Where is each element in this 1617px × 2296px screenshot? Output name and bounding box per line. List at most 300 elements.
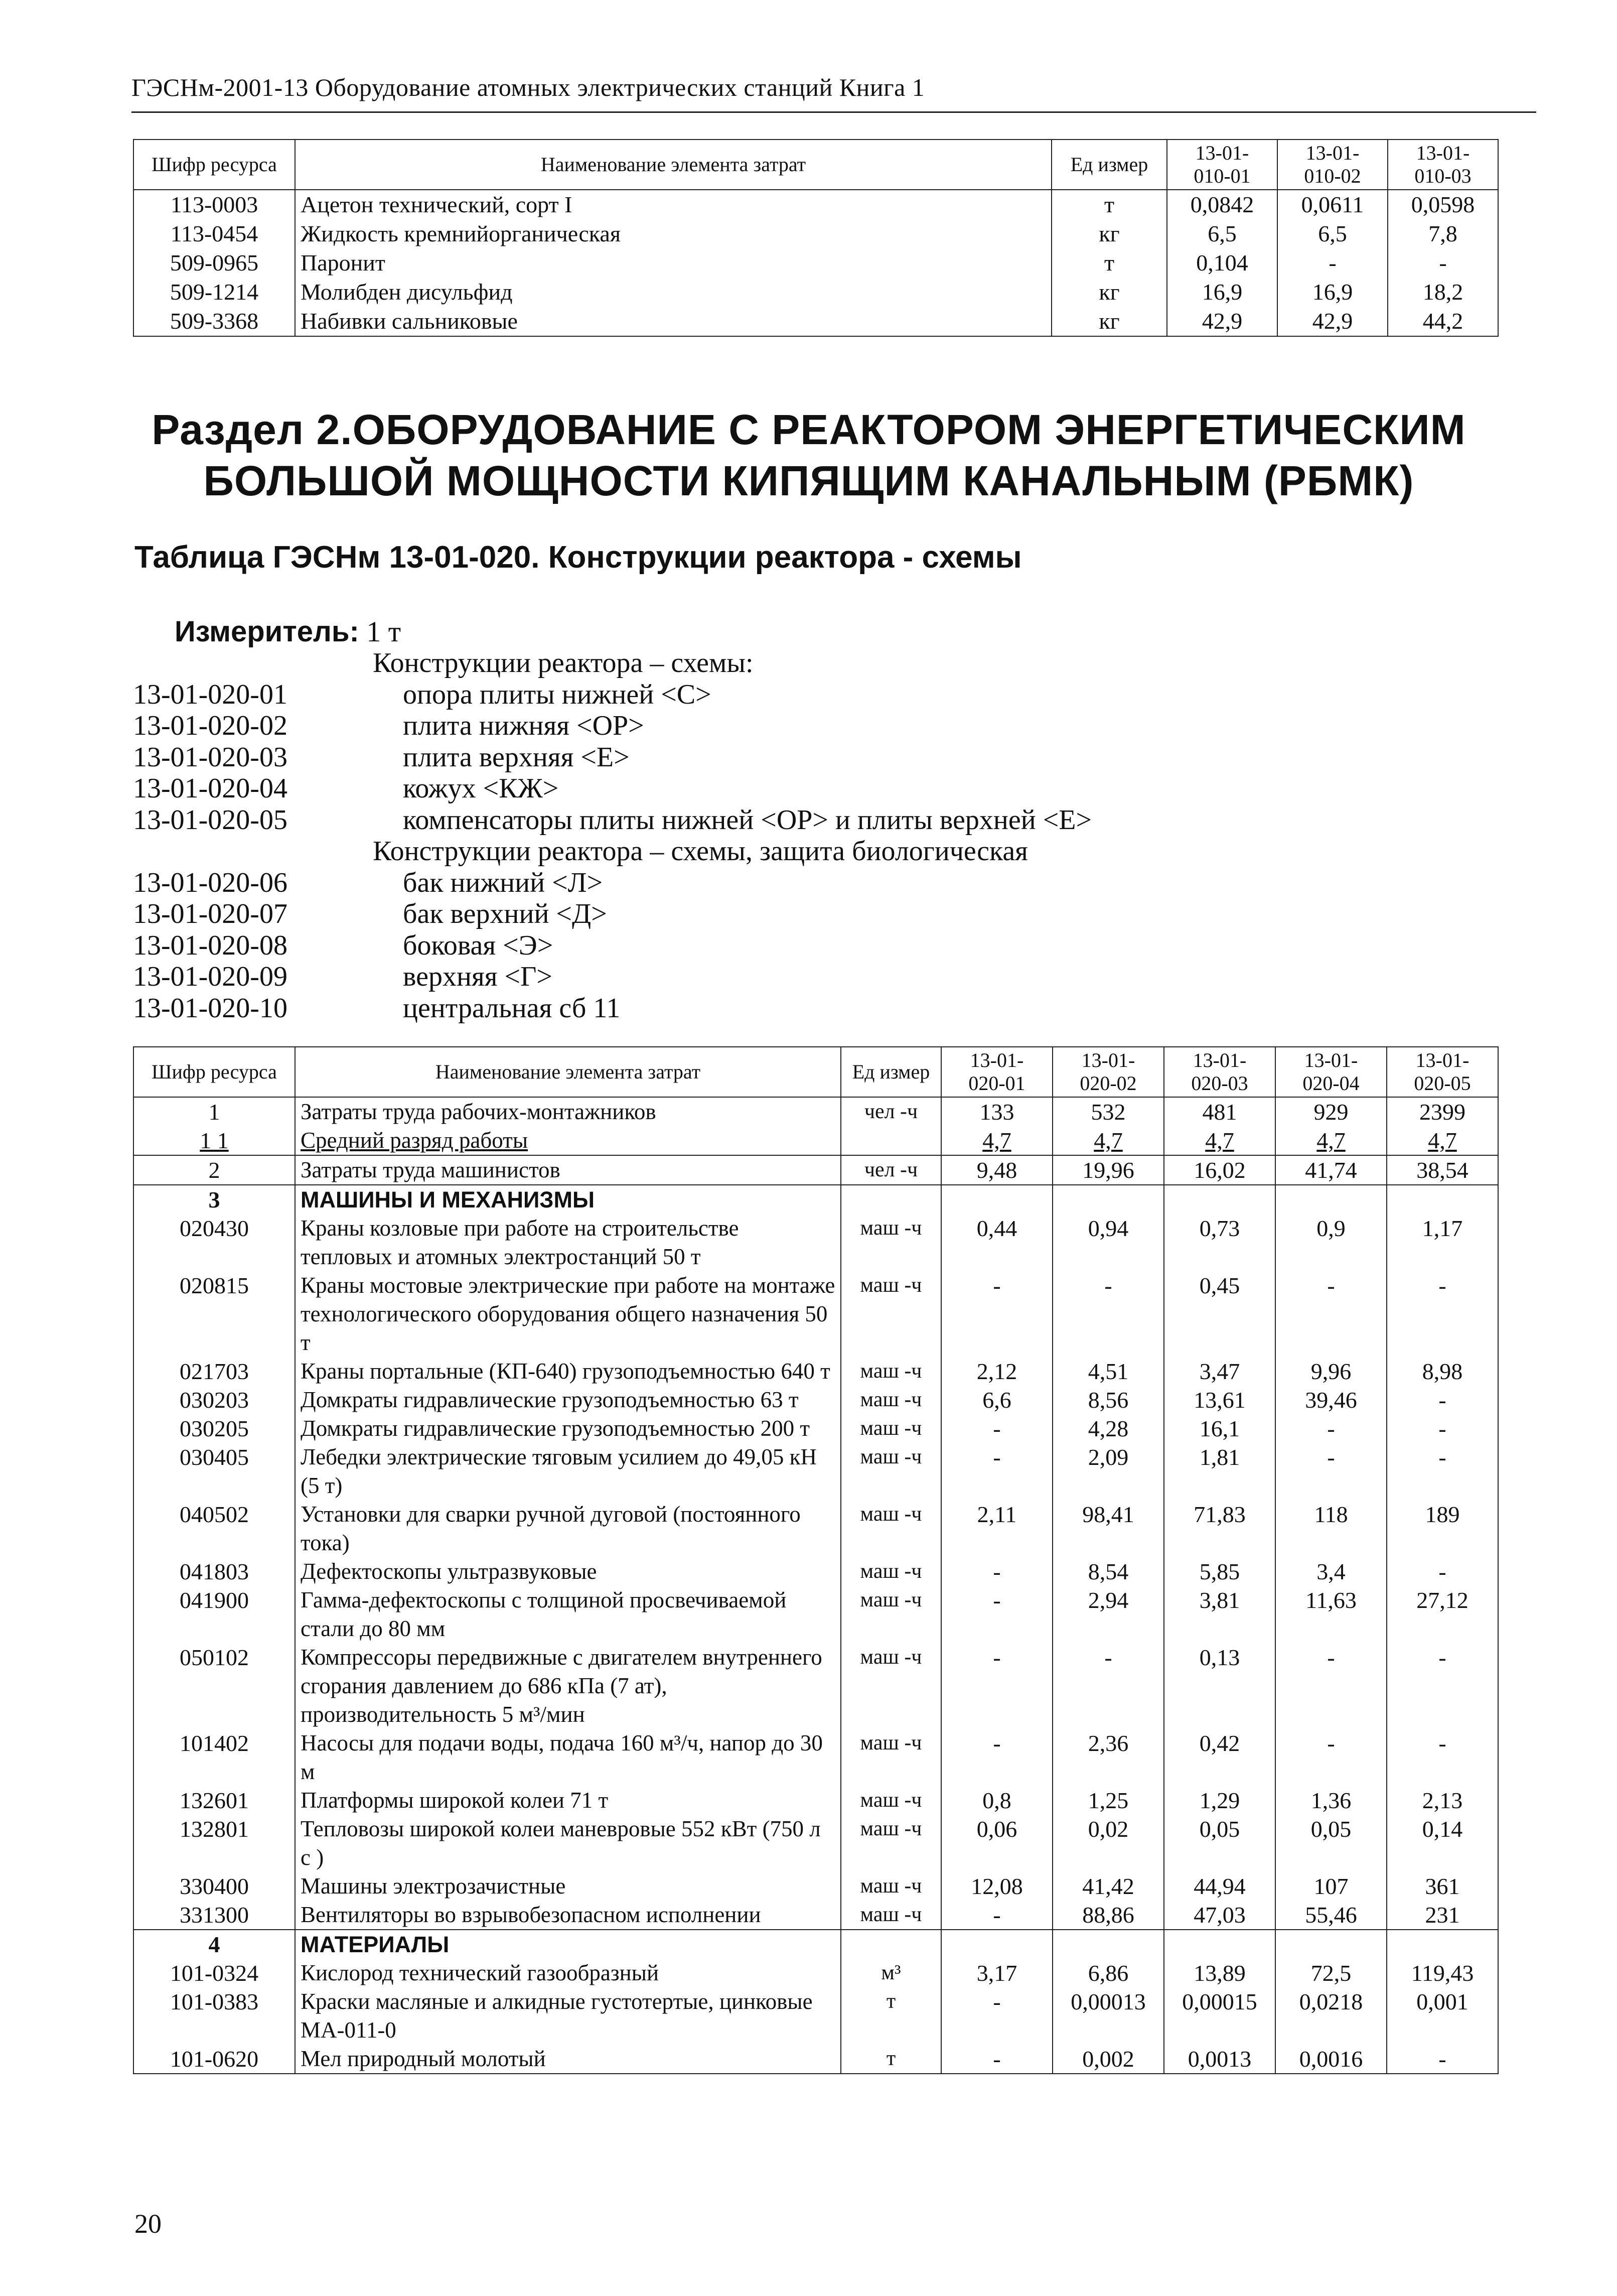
resource-code: 113-0454 (133, 219, 295, 248)
value-col-3: 3,47 (1164, 1357, 1275, 1386)
resource-code: 050102 (133, 1643, 295, 1729)
table-row (133, 248, 1498, 278)
value-col-2: 0,00013 (1053, 1987, 1164, 2045)
value-col-3: 13,61 (1164, 1386, 1275, 1414)
value-col-1: 6,5 (1167, 219, 1277, 248)
unit (841, 1126, 941, 1155)
resource-name: МАТЕРИАЛЫ (295, 1930, 841, 1959)
value-col-1: - (941, 1271, 1053, 1357)
item-code: 13-01-020-08 (133, 929, 287, 961)
resource-code: 041803 (133, 1557, 295, 1586)
value-col-4: 11,63 (1275, 1586, 1387, 1643)
value-col-2: 42,9 (1277, 307, 1388, 336)
unit: маш -ч (841, 1214, 941, 1271)
value-col-4: 72,5 (1275, 1959, 1387, 1987)
resource-table-010 (133, 139, 1499, 337)
header-unit: Ед измер (1052, 140, 1167, 190)
value-col-2: 0,0611 (1277, 190, 1388, 219)
resource-name: Тепловозы широкой колеи маневровые 552 кВт (750 л с ) (295, 1815, 841, 1872)
value-col-4: 55,46 (1275, 1901, 1387, 1930)
value-col-2: 88,86 (1053, 1901, 1164, 1930)
value-col-3: 4,7 (1164, 1126, 1275, 1155)
resource-code: 030203 (133, 1386, 295, 1414)
value-col-3: 5,85 (1164, 1557, 1275, 1586)
value-col-2: 41,42 (1053, 1872, 1164, 1901)
value-col-5: 2399 (1387, 1097, 1498, 1126)
value-col-3: 0,0013 (1164, 2045, 1275, 2074)
item-code: 13-01-020-05 (133, 804, 287, 836)
unit: маш -ч (841, 1729, 941, 1786)
resource-name: МАШИНЫ И МЕХАНИЗМЫ (295, 1185, 841, 1214)
value-col-5: - (1387, 1443, 1498, 1500)
unit: маш -ч (841, 1586, 941, 1643)
table-row (133, 219, 1498, 248)
header-rule (131, 111, 1536, 113)
value-col-3: 16,02 (1164, 1155, 1275, 1185)
value-col-4: - (1275, 1271, 1387, 1357)
item-code: 13-01-020-03 (133, 741, 287, 773)
table-row (133, 1443, 1498, 1500)
resource-code: 030405 (133, 1443, 295, 1500)
table-title: Таблица ГЭСНм 13-01-020. Конструкции реактора - схемы (134, 540, 1022, 575)
value-col-1: 2,12 (941, 1357, 1053, 1386)
value-col-5: 27,12 (1387, 1586, 1498, 1643)
table-row (133, 1930, 1498, 1959)
value-col-5: 361 (1387, 1872, 1498, 1901)
table-row (133, 190, 1498, 219)
unit: т (1052, 248, 1167, 278)
unit: кг (1052, 307, 1167, 336)
header-col-5: 13-01- 020-05 (1387, 1047, 1498, 1097)
value-col-2: 16,9 (1277, 278, 1388, 307)
work-description-list (133, 647, 1092, 1024)
unit: маш -ч (841, 1357, 941, 1386)
unit: т (1052, 190, 1167, 219)
resource-name: Жидкость кремнийорганическая (295, 219, 1052, 248)
value-col-1: - (941, 1901, 1053, 1930)
unit (841, 1185, 941, 1214)
description-item (133, 898, 1092, 930)
table-row (133, 1126, 1498, 1155)
unit: маш -ч (841, 1443, 941, 1500)
section-title-line-1: Раздел 2.ОБОРУДОВАНИЕ С РЕАКТОРОМ ЭНЕРГЕТИЧЕСКИМ (152, 406, 1466, 453)
table-row (133, 1357, 1498, 1386)
value-col-3: 0,0598 (1388, 190, 1498, 219)
value-col-5: - (1387, 1643, 1498, 1729)
resource-code: 1 1 (133, 1126, 295, 1155)
value-col-5 (1387, 1930, 1498, 1959)
value-col-1: - (941, 1414, 1053, 1443)
item-code: 13-01-020-06 (133, 867, 287, 898)
value-col-3: 16,1 (1164, 1414, 1275, 1443)
value-col-1: - (941, 1643, 1053, 1729)
resource-code: 030205 (133, 1414, 295, 1443)
header-col-2: 13-01- 020-02 (1053, 1047, 1164, 1097)
resource-name: Установки для сварки ручной дуговой (постоянного тока) (295, 1500, 841, 1557)
item-text: кожух <КЖ> (403, 773, 559, 804)
table-row (133, 1097, 1498, 1126)
value-col-5: - (1387, 2045, 1498, 2074)
value-col-4: 107 (1275, 1872, 1387, 1901)
value-col-1: 2,11 (941, 1500, 1053, 1557)
value-col-4: 118 (1275, 1500, 1387, 1557)
unit: м³ (841, 1959, 941, 1987)
table-row (133, 307, 1498, 336)
value-col-5: - (1387, 1557, 1498, 1586)
table-row (133, 1815, 1498, 1872)
description-item (133, 773, 1092, 804)
unit: маш -ч (841, 1557, 941, 1586)
resource-code: 509-3368 (133, 307, 295, 336)
resource-code: 330400 (133, 1872, 295, 1901)
unit: маш -ч (841, 1815, 941, 1872)
value-col-2: 532 (1053, 1097, 1164, 1126)
item-text: боковая <Э> (403, 929, 553, 961)
value-col-2: 6,86 (1053, 1959, 1164, 1987)
value-col-5: 189 (1387, 1500, 1498, 1557)
value-col-3: 44,94 (1164, 1872, 1275, 1901)
value-col-3: 18,2 (1388, 278, 1498, 307)
item-text: верхняя <Г> (403, 961, 552, 992)
item-text: плита верхняя <Е> (403, 741, 630, 773)
value-col-1: - (941, 1586, 1053, 1643)
value-col-4: - (1275, 1729, 1387, 1786)
value-col-1: - (941, 1729, 1053, 1786)
header-col-4: 13-01- 020-04 (1275, 1047, 1387, 1097)
header-unit: Ед измер (841, 1047, 941, 1097)
value-col-4: - (1275, 1643, 1387, 1729)
resource-code: 101-0620 (133, 2045, 295, 2074)
value-col-2: 8,56 (1053, 1386, 1164, 1414)
table-row (133, 1155, 1498, 1185)
value-col-2: 19,96 (1053, 1155, 1164, 1185)
value-col-3: 481 (1164, 1097, 1275, 1126)
value-col-1 (941, 1185, 1053, 1214)
value-col-3: - (1388, 248, 1498, 278)
resource-code: 2 (133, 1155, 295, 1185)
table-row (133, 1386, 1498, 1414)
unit: маш -ч (841, 1386, 941, 1414)
resource-name: Затраты труда машинистов (295, 1155, 841, 1185)
value-col-3: 44,2 (1388, 307, 1498, 336)
header-col-3: 13-01- 020-03 (1164, 1047, 1275, 1097)
header-col-2: 13-01- 010-02 (1277, 140, 1388, 190)
description-item (133, 961, 1092, 993)
measurement-unit (175, 615, 401, 648)
value-col-4: 0,0016 (1275, 2045, 1387, 2074)
value-col-4: 0,05 (1275, 1815, 1387, 1872)
resource-name: Краны портальные (КП-640) грузоподъемностью 640 т (295, 1357, 841, 1386)
resource-code: 113-0003 (133, 190, 295, 219)
description-item (133, 742, 1092, 773)
value-col-4: 1,36 (1275, 1786, 1387, 1815)
description-group-heading (133, 647, 1092, 679)
resource-code: 509-0965 (133, 248, 295, 278)
resource-name: Дефектоскопы ультразвуковые (295, 1557, 841, 1586)
unit: т (841, 1987, 941, 2045)
table-row (133, 1786, 1498, 1815)
value-col-2: 4,7 (1053, 1126, 1164, 1155)
value-col-5: - (1387, 1729, 1498, 1786)
value-col-3: 71,83 (1164, 1500, 1275, 1557)
value-col-5: 4,7 (1387, 1126, 1498, 1155)
resource-code: 132801 (133, 1815, 295, 1872)
running-header: ГЭСНм-2001-13 Оборудование атомных электрических станций Книга 1 (131, 73, 925, 101)
value-col-3: 1,81 (1164, 1443, 1275, 1500)
resource-name: Кислород технический газообразный (295, 1959, 841, 1987)
resource-name: Платформы широкой колеи 71 т (295, 1786, 841, 1815)
resource-name: Насосы для подачи воды, подача 160 м³/ч, напор до 30 м (295, 1729, 841, 1786)
value-col-4: 41,74 (1275, 1155, 1387, 1185)
value-col-5: 1,17 (1387, 1214, 1498, 1271)
value-col-3: 7,8 (1388, 219, 1498, 248)
unit: маш -ч (841, 1500, 941, 1557)
value-col-4: 929 (1275, 1097, 1387, 1126)
value-col-1: 9,48 (941, 1155, 1053, 1185)
resource-name: Молибден дисульфид (295, 278, 1052, 307)
value-col-3: 0,05 (1164, 1815, 1275, 1872)
value-col-5 (1387, 1185, 1498, 1214)
value-col-4: - (1275, 1414, 1387, 1443)
resource-name: Гамма-дефектоскопы с толщиной просвечиваемой стали до 80 мм (295, 1586, 841, 1643)
value-col-5: 2,13 (1387, 1786, 1498, 1815)
table-row (133, 278, 1498, 307)
value-col-2: 1,25 (1053, 1786, 1164, 1815)
value-col-1: 4,7 (941, 1126, 1053, 1155)
section-title-line-2: БОЛЬШОЙ МОЩНОСТИ КИПЯЩИМ КАНАЛЬНЫМ (РБМК) (203, 457, 1414, 504)
value-col-1: - (941, 1987, 1053, 2045)
item-text: бак нижний <Л> (403, 867, 603, 898)
unit: маш -ч (841, 1872, 941, 1901)
description-group-heading (133, 836, 1092, 867)
value-col-1: 0,8 (941, 1786, 1053, 1815)
resource-name: Набивки сальниковые (295, 307, 1052, 336)
table-row (133, 2045, 1498, 2074)
value-col-4: - (1275, 1443, 1387, 1500)
resource-code: 132601 (133, 1786, 295, 1815)
table-row (133, 1557, 1498, 1586)
value-col-5: - (1387, 1386, 1498, 1414)
resource-name: Затраты труда рабочих-монтажников (295, 1097, 841, 1126)
value-col-5: - (1387, 1271, 1498, 1357)
header-name: Наименование элемента затрат (295, 140, 1052, 190)
section-title (131, 404, 1486, 506)
value-col-3: 13,89 (1164, 1959, 1275, 1987)
description-item (133, 804, 1092, 836)
value-col-1: 3,17 (941, 1959, 1053, 1987)
item-text: центральная сб 11 (403, 992, 621, 1024)
resource-name: Паронит (295, 248, 1052, 278)
unit (841, 1930, 941, 1959)
value-col-3: 0,73 (1164, 1214, 1275, 1271)
resource-table-020 (133, 1046, 1499, 2074)
table-row (133, 1414, 1498, 1443)
value-col-2: 98,41 (1053, 1500, 1164, 1557)
resource-name: Краны мостовые электрические при работе на монтаже технологического оборудования общего назначения 50 т (295, 1271, 841, 1357)
value-col-1: 6,6 (941, 1386, 1053, 1414)
value-col-2: 2,94 (1053, 1586, 1164, 1643)
resource-code: 331300 (133, 1901, 295, 1930)
value-col-5: 119,43 (1387, 1959, 1498, 1987)
value-col-2: - (1277, 248, 1388, 278)
header-code: Шифр ресурса (133, 140, 295, 190)
value-col-2: 8,54 (1053, 1557, 1164, 1586)
value-col-1: 0,06 (941, 1815, 1053, 1872)
resource-code: 101-0383 (133, 1987, 295, 2045)
resource-name: Вентиляторы во взрывобезопасном исполнении (295, 1901, 841, 1930)
meter-label: Измеритель: (175, 615, 359, 648)
table-row (133, 1987, 1498, 2045)
table-row (133, 1185, 1498, 1214)
value-col-2: 2,09 (1053, 1443, 1164, 1500)
item-text: опора плиты нижней <С> (403, 679, 711, 710)
table-row (133, 1643, 1498, 1729)
table-row (133, 1214, 1498, 1271)
value-col-3: 0,42 (1164, 1729, 1275, 1786)
item-code: 13-01-020-01 (133, 679, 287, 710)
value-col-4: 39,46 (1275, 1386, 1387, 1414)
value-col-1: 12,08 (941, 1872, 1053, 1901)
resource-code: 101402 (133, 1729, 295, 1786)
unit: маш -ч (841, 1414, 941, 1443)
value-col-5: 38,54 (1387, 1155, 1498, 1185)
header-name: Наименование элемента затрат (295, 1047, 841, 1097)
unit: чел -ч (841, 1097, 941, 1126)
resource-code: 4 (133, 1930, 295, 1959)
value-col-5: 0,14 (1387, 1815, 1498, 1872)
resource-name: Ацетон технический, сорт I (295, 190, 1052, 219)
unit: кг (1052, 219, 1167, 248)
table-row (133, 1271, 1498, 1357)
value-col-2: 0,02 (1053, 1815, 1164, 1872)
value-col-3 (1164, 1185, 1275, 1214)
resource-code: 021703 (133, 1357, 295, 1386)
item-code: 13-01-020-10 (133, 992, 287, 1024)
table-row (133, 1901, 1498, 1930)
value-col-2: 0,94 (1053, 1214, 1164, 1271)
unit: т (841, 2045, 941, 2074)
value-col-4: 4,7 (1275, 1126, 1387, 1155)
value-col-4: 0,0218 (1275, 1987, 1387, 2045)
value-col-3: 3,81 (1164, 1586, 1275, 1643)
resource-name: Машины электрозачистные (295, 1872, 841, 1901)
resource-name: Мел природный молотый (295, 2045, 841, 2074)
item-code: 13-01-020-02 (133, 710, 287, 741)
value-col-4: 9,96 (1275, 1357, 1387, 1386)
value-col-3: 47,03 (1164, 1901, 1275, 1930)
table-row (133, 1500, 1498, 1557)
value-col-5: 231 (1387, 1901, 1498, 1930)
value-col-2: - (1053, 1643, 1164, 1729)
unit: кг (1052, 278, 1167, 307)
description-item (133, 993, 1092, 1024)
resource-code: 041900 (133, 1586, 295, 1643)
value-col-5: - (1387, 1414, 1498, 1443)
value-col-1: 0,104 (1167, 248, 1277, 278)
item-code: 13-01-020-09 (133, 961, 287, 992)
description-item (133, 710, 1092, 742)
value-col-1: 16,9 (1167, 278, 1277, 307)
header-col-3: 13-01- 010-03 (1388, 140, 1498, 190)
page-number: 20 (134, 2209, 162, 2239)
unit: маш -ч (841, 1643, 941, 1729)
resource-code: 040502 (133, 1500, 295, 1557)
item-code: 13-01-020-07 (133, 898, 287, 929)
value-col-4: 3,4 (1275, 1557, 1387, 1586)
value-col-2: 6,5 (1277, 219, 1388, 248)
value-col-1: - (941, 2045, 1053, 2074)
table-row (133, 1872, 1498, 1901)
unit: маш -ч (841, 1271, 941, 1357)
header-col-1: 13-01- 010-01 (1167, 140, 1277, 190)
table-row (133, 1586, 1498, 1643)
resource-name: Лебедки электрические тяговым усилием до 49,05 кН (5 т) (295, 1443, 841, 1500)
value-col-3: 1,29 (1164, 1786, 1275, 1815)
description-item (133, 867, 1092, 899)
resource-code: 020430 (133, 1214, 295, 1271)
value-col-2: - (1053, 1271, 1164, 1357)
unit: чел -ч (841, 1155, 941, 1185)
value-col-2 (1053, 1185, 1164, 1214)
value-col-1: 0,0842 (1167, 190, 1277, 219)
header-col-1: 13-01- 020-01 (941, 1047, 1053, 1097)
value-col-2: 4,28 (1053, 1414, 1164, 1443)
value-col-2 (1053, 1930, 1164, 1959)
value-col-4 (1275, 1185, 1387, 1214)
value-col-4 (1275, 1930, 1387, 1959)
resource-name: Средний разряд работы (295, 1126, 841, 1155)
resource-name: Домкраты гидравлические грузоподъемностью 200 т (295, 1414, 841, 1443)
value-col-5: 8,98 (1387, 1357, 1498, 1386)
resource-name: Домкраты гидравлические грузоподъемностью 63 т (295, 1386, 841, 1414)
value-col-1 (941, 1930, 1053, 1959)
value-col-1: - (941, 1443, 1053, 1500)
value-col-3: 0,45 (1164, 1271, 1275, 1357)
resource-name: Краны козловые при работе на строительстве тепловых и атомных электростанций 50 т (295, 1214, 841, 1271)
resource-code: 509-1214 (133, 278, 295, 307)
value-col-1: - (941, 1557, 1053, 1586)
resource-code: 020815 (133, 1271, 295, 1357)
value-col-3: 0,00015 (1164, 1987, 1275, 2045)
resource-name: Краски масляные и алкидные густотертые, цинковые МА-011-0 (295, 1987, 841, 2045)
unit: маш -ч (841, 1786, 941, 1815)
table-row (133, 1959, 1498, 1987)
value-col-2: 4,51 (1053, 1357, 1164, 1386)
description-item (133, 930, 1092, 962)
value-col-2: 0,002 (1053, 2045, 1164, 2074)
value-col-1: 133 (941, 1097, 1053, 1126)
value-col-2: 2,36 (1053, 1729, 1164, 1786)
resource-code: 3 (133, 1185, 295, 1214)
item-text: бак верхний <Д> (403, 898, 607, 929)
value-col-1: 0,44 (941, 1214, 1053, 1271)
value-col-3 (1164, 1930, 1275, 1959)
table-row (133, 1729, 1498, 1786)
group-heading-text: Конструкции реактора – схемы, защита биологическая (373, 836, 1028, 867)
resource-code: 101-0324 (133, 1959, 295, 1987)
value-col-4: 0,9 (1275, 1214, 1387, 1271)
meter-value: 1 т (366, 615, 401, 648)
item-code: 13-01-020-04 (133, 773, 287, 804)
item-text: плита нижняя <ОР> (403, 710, 644, 741)
unit: маш -ч (841, 1901, 941, 1930)
resource-name: Компрессоры передвижные с двигателем внутреннего сгорания давлением до 686 кПа (7 ат), производительность 5 м³/мин (295, 1643, 841, 1729)
resource-code: 1 (133, 1097, 295, 1126)
value-col-3: 0,13 (1164, 1643, 1275, 1729)
header-code: Шифр ресурса (133, 1047, 295, 1097)
value-col-1: 42,9 (1167, 307, 1277, 336)
value-col-5: 0,001 (1387, 1987, 1498, 2045)
